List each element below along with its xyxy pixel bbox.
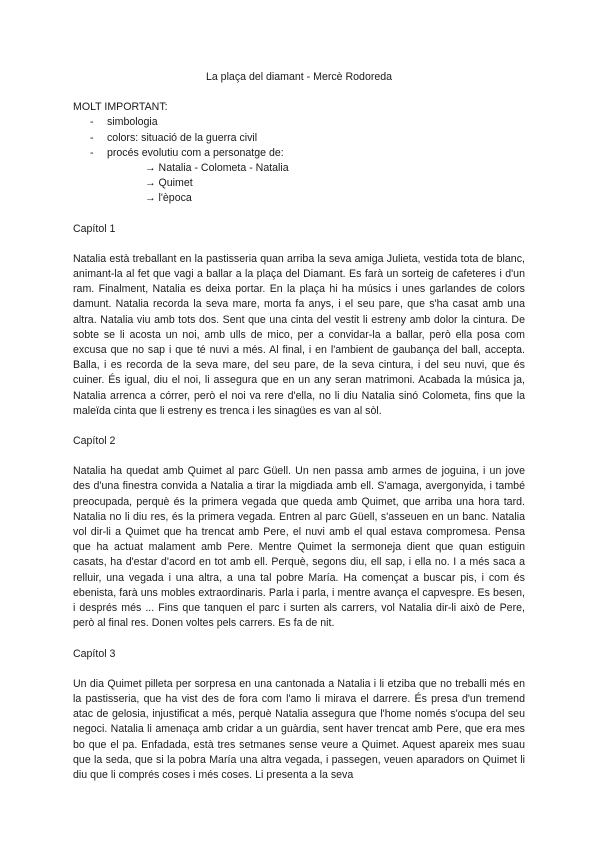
document-title: La plaça del diamant - Mercè Rodoreda (205, 71, 393, 83)
notes-list (73, 115, 525, 206)
note-item-text: procés evolutiu com a personatge de: (107, 146, 284, 159)
evolution-item: → Natalia - Colometa - Natalia (145, 162, 289, 175)
chapter-title: Capítol 3 (73, 647, 116, 660)
evolution-item: → l'època (145, 192, 192, 205)
chapter-title: Capítol 1 (73, 222, 116, 235)
chapter-body: Natalia ha quedat amb Quimet al parc Güell. Un nen passa amb armes de joguina, i un jove des d'una finestra convida a Natalia a tirar la migdiada amb ell. S'amaga, avergonyida, i també preocupada, perquè és la primera vegada que queda amb Quimet, que arriba una hora tard. Natalia no li diu res, és la primera vegada. Entren al parc Güell, s'asseuen en un banc. Natalia vol dir-li a Quimet que ha trencat amb Pere, el nuvi amb el qual estava compromesa. Pensa que ha actuat malament amb Pere. Mentre Quimet la sermoneja dient que quan estiguin casats, ha d'estar d'acord en tot amb ell. Perquè, segons diu, ell sap, i ella no. I a més saca a relluir, una vegada i una altra, a una tal pobre María. Ha començat a buscar pis, i com és ebenista, farà uns mobles extraordinaris. Parla i parla, i mentre avança el capvespre. Es besen, i després més ... Fins que tanquen el parc i surten als carrers, vol Natalia dir-li això de Pere, però al final res. Donen voltes pels carrers. Es fa de nit. (73, 465, 525, 630)
evolution-item: → Quimet (145, 177, 193, 190)
important-heading: MOLT IMPORTANT: (73, 101, 168, 114)
document-page (73, 70, 525, 798)
note-item (73, 146, 525, 207)
note-item: - colors: situació de la guerra civil (73, 131, 525, 146)
chapter-title: Capítol 2 (73, 435, 116, 448)
evolution-list (107, 161, 525, 207)
note-item: - simbologia (73, 115, 525, 130)
chapter-body: Natalia està treballant en la pastisseria quan arriba la seva amiga Julieta, vestida tota de blanc, animant-la al fet que vagi a ballar a la plaça del Diamant. Es farà un sorteig de cafeteres i d'un ram. Finalment, Natalia es deixa portar. En la plaça hi ha músics i unes garlandes de colors damunt. Natalia recorda la seva mare, morta fa anys, i el seu pare, que s'ha casat amb una altra. Natalia viu amb tots dos. Sent que una cinta del vestit li estreny amb dolor la cintura. De sobte se li acosta un noi, amb ulls de mico, per a convidar-la a ballar, però ella posa com excusa que no sap i que té nuvi a més. Al final, i en l'ambient de gaubança del ball, accepta. Balla, i es recorda de la seva mare, del seu pare, de la seva cintura, i del seu nuvi, que és cuiner. És igual, diu el noi, li assegura que en un any seran matrimoni. Acabada la música ja, Natalia arrenca a córrer, però el noi va rere d'ella, no li diu Natalia sinó Colometa, fins que la maleïda cinta que li estreny es trenca i les sinagües es van al sòl. (73, 252, 525, 417)
chapter-body: Un dia Quimet pilleta per sorpresa en una cantonada a Natalia i li etziba que no treballi més en la pastisseria, que ha vist des de fora com l'amo li mirava el darrere. És presa d'un tremend atac de gelosia, injustificat a més, perquè Natalia assegura que l'home només s'ocupa del seu negoci. Natalia li amenaça amb cridar a un guàrdia, sent haver trencat amb Pere, que era mes bo que el pa. Enfadada, està tres setmanes sense veure a Quimet. Aquest apareix mes suau que la seda, que si la pobra María una altra vegada, i passegen, veuen aparadors on Quimet li diu que li comprés coses i més coses. Li presenta a la seva (73, 677, 525, 781)
